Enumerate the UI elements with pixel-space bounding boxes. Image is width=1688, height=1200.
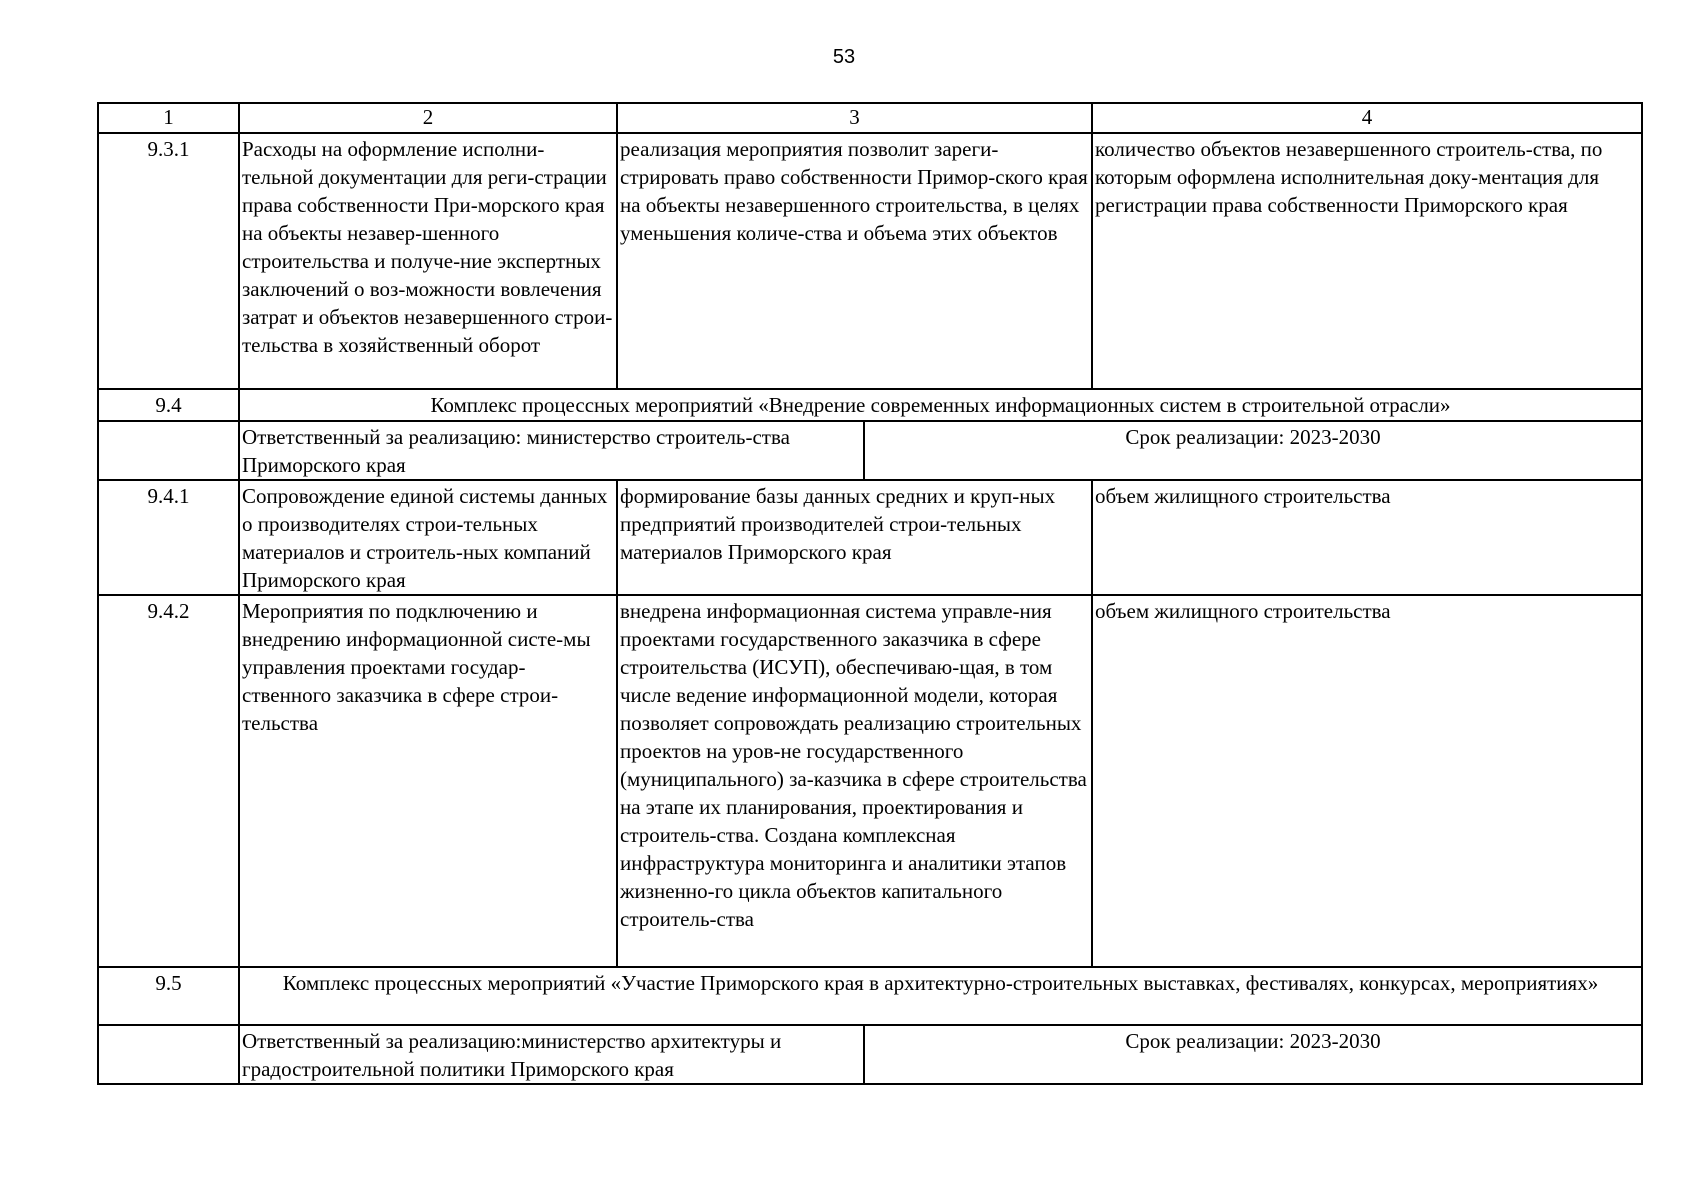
section-row <box>98 967 1642 1025</box>
table-row <box>98 133 1642 389</box>
empty-cell <box>98 1025 239 1084</box>
table-header-row <box>98 103 1642 133</box>
column-header: 2 <box>239 103 617 133</box>
measure-result: реализация мероприятия позволит зареги-стрировать право собственности Примор-ского края на объекты незавершенного строительства, в целях уменьшения количе-ства и объема этих объектов <box>617 133 1092 389</box>
section-title: Комплекс процессных мероприятий «Участие Приморского края в архитектурно-строительных выставках, фестивалях, конкурсах, мероприятиях» <box>239 967 1642 1025</box>
row-number: 9.4 <box>98 389 239 421</box>
measures-table <box>97 102 1643 1085</box>
responsible-text: Ответственный за реализацию:министерство архитектуры и градостроительной политики Приморского края <box>239 1025 864 1084</box>
page-number: 53 <box>832 46 856 68</box>
row-number: 9.4.1 <box>98 480 239 595</box>
measure-result: формирование базы данных средних и круп-ных предприятий производителей строи-тельных материалов Приморского края <box>617 480 1092 595</box>
measure-name: Мероприятия по подключению и внедрению информационной систе-мы управления проектами государ-ственного заказчика в сфере строи-тельства <box>239 595 617 967</box>
responsible-text: Ответственный за реализацию: министерство строитель-ства Приморского края <box>239 421 864 480</box>
period-text: Срок реализации: 2023-2030 <box>864 1025 1642 1084</box>
measure-indicator: объем жилищного строительства <box>1092 480 1642 595</box>
measure-indicator: объем жилищного строительства <box>1092 595 1642 967</box>
measure-name: Расходы на оформление исполни-тельной документации для реги-страции права собственности При-морского края на объекты незавер-шенного строительства и получе-ние экспертных заключений о воз-можности вовлечения затрат и объектов незавершенного строи-тельства в хозяйственный оборот <box>239 133 617 389</box>
period-text: Срок реализации: 2023-2030 <box>864 421 1642 480</box>
responsible-row <box>98 1025 1642 1084</box>
table-row <box>98 595 1642 967</box>
row-number: 9.5 <box>98 967 239 1025</box>
column-header: 1 <box>98 103 239 133</box>
empty-cell <box>98 421 239 480</box>
row-number: 9.3.1 <box>98 133 239 389</box>
section-row <box>98 389 1642 421</box>
column-header: 3 <box>617 103 1092 133</box>
measure-result: внедрена информационная система управле-ния проектами государственного заказчика в сфере строительства (ИСУП), обеспечиваю-щая, в том числе ведение информационной модели, которая позволяет сопровождать реализацию строительных проектов на уров-не государственного (муниципального) за-казчика в сфере строительства на этапе их планирования, проектирования и строитель-ства. Создана комплексная инфраструктура мониторинга и аналитики этапов жизненно-го цикла объектов капитального строитель-ства <box>617 595 1092 967</box>
table-row <box>98 480 1642 595</box>
row-number: 9.4.2 <box>98 595 239 967</box>
responsible-row <box>98 421 1642 480</box>
section-title: Комплекс процессных мероприятий «Внедрение современных информационных систем в строительной отрасли» <box>239 389 1642 421</box>
measure-name: Сопровождение единой системы данных о производителях строи-тельных материалов и строитель-ных компаний Приморского края <box>239 480 617 595</box>
column-header: 4 <box>1092 103 1642 133</box>
measure-indicator: количество объектов незавершенного строитель-ства, по которым оформлена исполнительная доку-ментация для регистрации права собственности Приморского края <box>1092 133 1642 389</box>
